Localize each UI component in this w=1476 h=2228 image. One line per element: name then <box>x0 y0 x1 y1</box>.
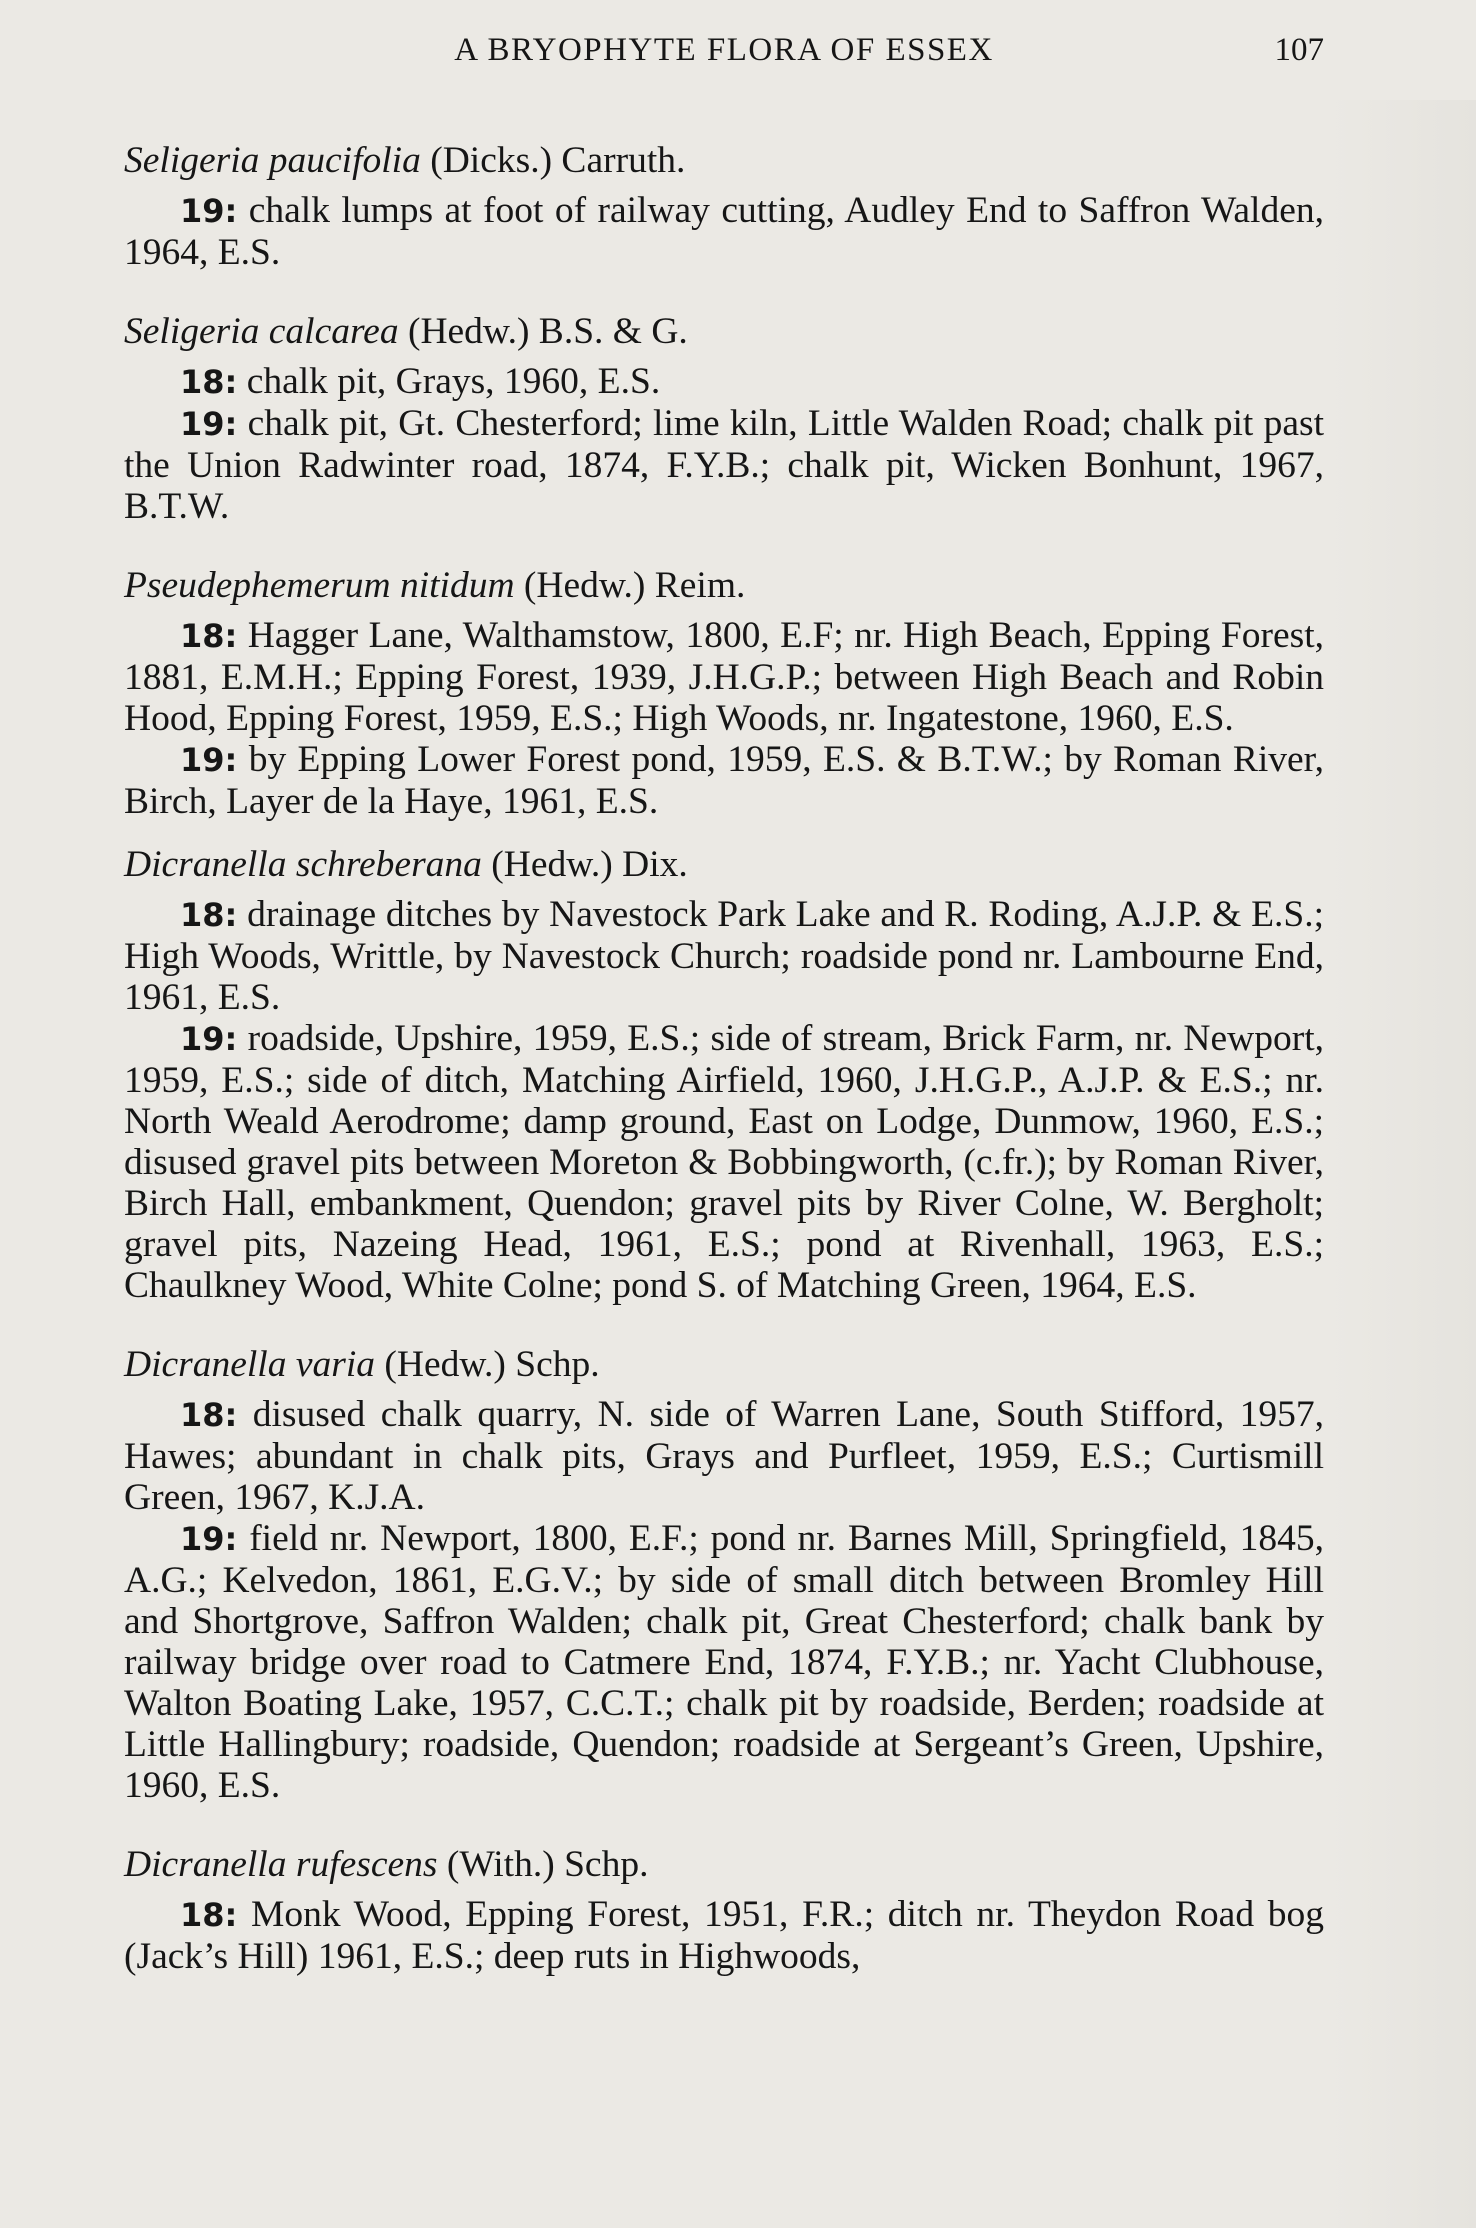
vice-county-number: 18 <box>180 617 225 655</box>
species-authority: (Hedw.) Schp. <box>384 1344 600 1385</box>
vice-county-number: 19 <box>180 1020 225 1058</box>
species-entry <box>124 1344 1324 1806</box>
record-text: by Epping Lower Forest pond, 1959, E.S. & B.T.W.; by Roman River, Birch, Layer de la Haye, 1961, E.S. <box>124 739 1325 822</box>
species-authority: (Dicks.) Carruth. <box>430 140 686 181</box>
species-heading <box>124 311 1324 352</box>
record-text: roadside, Upshire, 1959, E.S.; side of stream, Brick Farm, nr. Newport, 1959, E.S.; side of ditch, Matching Airfield, 1960, J.H.G.P., A.J.P. & E.S.; nr. North Weald Aerodrome; damp ground, East on Lodge, Dunmow, 1960, E.S.; disused gravel pits between Moreton & Bobbingworth, (c.fr.); by Roman River, Birch Hall, embankment, Quendon; gravel pits by River Colne, W. Bergholt; gravel pits, Nazeing Head, 1961, E.S.; pond at Rivenhall, 1963, E.S.; Chaulkney Wood, White Colne; pond S. of Matching Green, 1964, E.S. <box>124 1018 1324 1306</box>
record-paragraph: 19: field nr. Newport, 1800, E.F.; pond nr. Barnes Mill, Springfield, 1845, A.G.; Kelvedon, 1861, E.G.V.; by side of small ditch between Bromley Hill and Shortgrove, Saffron Walden; chalk pit, Great Chesterford; chalk bank by railway bridge over road to Catmere End, 1874, F.Y.B.; nr. Yacht Clubhouse, Walton Boating Lake, 1957, C.C.T.; chalk pit by roadside, Berden; roadside at Little Hallingbury; roadside, Quendon; roadside at Sergeant’s Green, Upshire, 1960, E.S. <box>124 1518 1324 1806</box>
species-heading <box>124 140 1324 181</box>
record-paragraph: 19: chalk lumps at foot of railway cutting, Audley End to Saffron Walden, 1964, E.S. <box>124 190 1324 273</box>
record-paragraph: 19: by Epping Lower Forest pond, 1959, E.S. & B.T.W.; by Roman River, Birch, Layer de la Haye, 1961, E.S. <box>124 739 1325 822</box>
page-header <box>124 32 1324 82</box>
record-text: Hagger Lane, Walthamstow, 1800, E.F; nr. High Beach, Epping Forest, 1881, E.M.H.; Epping Forest, 1939, J.H.G.P.; between High Beach and Robin Hood, Epping Forest, 1959, E.S.; High Woods, nr. Ingatestone, 1960, E.S. <box>124 615 1325 739</box>
record-paragraph: 18: Hagger Lane, Walthamstow, 1800, E.F; nr. High Beach, Epping Forest, 1881, E.M.H.; Epping Forest, 1939, J.H.G.P.; between High Beach and Robin Hood, Epping Forest, 1959, E.S.; High Woods, nr. Ingatestone, 1960, E.S. <box>124 615 1325 739</box>
record-text: chalk lumps at foot of railway cutting, Audley End to Saffron Walden, 1964, E.S. <box>124 190 1324 273</box>
species-name: Pseudephemerum nitidum <box>124 565 515 606</box>
record-text: disused chalk quarry, N. side of Warren Lane, South Stifford, 1957, Hawes; abundant in chalk pits, Grays and Purfleet, 1959, E.S.; Curtismill Green, 1967, K.J.A. <box>124 1394 1325 1518</box>
species-entry <box>124 844 1324 1306</box>
species-heading <box>124 1344 1324 1385</box>
species-authority: (Hedw.) Reim. <box>523 565 746 606</box>
vice-county-number: 19 <box>180 405 225 443</box>
page-body <box>124 140 1324 1977</box>
species-name: Seligeria paucifolia <box>124 140 421 181</box>
vice-county-number: 18 <box>180 363 225 401</box>
page-edge-shading <box>1330 100 1476 2228</box>
vice-county-number: 18 <box>180 896 225 934</box>
record-paragraph: 18: Monk Wood, Epping Forest, 1951, F.R.; ditch nr. Theydon Road bog (Jack’s Hill) 1961, E.S.; deep ruts in Highwoods, <box>124 1894 1324 1977</box>
vice-county-number: 19 <box>180 1520 225 1558</box>
record-paragraph: 19: chalk pit, Gt. Chesterford; lime kiln, Little Walden Road; chalk pit past the Union Radwinter road, 1874, F.Y.B.; chalk pit, Wicken Bonhunt, 1967, B.T.W. <box>124 403 1325 527</box>
species-heading <box>124 844 1324 885</box>
vice-county-number: 19 <box>180 741 225 779</box>
species-heading <box>124 565 1324 606</box>
species-authority: (Hedw.) Dix. <box>491 844 688 885</box>
vice-county-number: 18 <box>180 1896 225 1934</box>
species-entry <box>124 565 1324 822</box>
species-authority: (Hedw.) B.S. & G. <box>407 311 688 352</box>
record-text: field nr. Newport, 1800, E.F.; pond nr. Barnes Mill, Springfield, 1845, A.G.; Kelvedon, 1861, E.G.V.; by side of small ditch between Bromley Hill and Shortgrove, Saffron Walden; chalk pit, Great Chesterford; chalk bank by railway bridge over road to Catmere End, 1874, F.Y.B.; nr. Yacht Clubhouse, Walton Boating Lake, 1957, C.C.T.; chalk pit by roadside, Berden; roadside at Little Hallingbury; roadside, Quendon; roadside at Sergeant’s Green, Upshire, 1960, E.S. <box>124 1518 1324 1806</box>
vice-county-number: 19 <box>180 192 225 230</box>
record-text: chalk pit, Grays, 1960, E.S. <box>246 361 661 402</box>
species-name: Dicranella varia <box>124 1344 376 1385</box>
record-paragraph: 19: roadside, Upshire, 1959, E.S.; side of stream, Brick Farm, nr. Newport, 1959, E.S.; side of ditch, Matching Airfield, 1960, J.H.G.P., A.J.P. & E.S.; nr. North Weald Aerodrome; damp ground, East on Lodge, Dunmow, 1960, E.S.; disused gravel pits between Moreton & Bobbingworth, (c.fr.); by Roman River, Birch Hall, embankment, Quendon; gravel pits by River Colne, W. Bergholt; gravel pits, Nazeing Head, 1961, E.S.; pond at Rivenhall, 1963, E.S.; Chaulkney Wood, White Colne; pond S. of Matching Green, 1964, E.S. <box>124 1018 1324 1306</box>
record-paragraph: 18: disused chalk quarry, N. side of Warren Lane, South Stifford, 1957, Hawes; abundant in chalk pits, Grays and Purfleet, 1959, E.S.; Curtismill Green, 1967, K.J.A. <box>124 1394 1325 1518</box>
species-name: Seligeria calcarea <box>124 311 399 352</box>
record-paragraph: 18: chalk pit, Grays, 1960, E.S. <box>180 361 661 402</box>
species-heading <box>124 1844 1324 1885</box>
page-number: 107 <box>1274 32 1324 68</box>
running-title: A BRYOPHYTE FLORA OF ESSEX <box>454 32 994 68</box>
record-text: Monk Wood, Epping Forest, 1951, F.R.; ditch nr. Theydon Road bog (Jack’s Hill) 1961, E.S.; deep ruts in Highwoods, <box>124 1894 1324 1977</box>
record-paragraph: 18: drainage ditches by Navestock Park Lake and R. Roding, A.J.P. & E.S.; High Woods, Writtle, by Navestock Church; roadside pond nr. Lambourne End, 1961, E.S. <box>124 894 1325 1018</box>
vice-county-number: 18 <box>180 1396 225 1434</box>
record-text: drainage ditches by Navestock Park Lake and R. Roding, A.J.P. & E.S.; High Woods, Writtle, by Navestock Church; roadside pond nr. Lambourne End, 1961, E.S. <box>124 894 1325 1018</box>
species-name: Dicranella rufescens <box>124 1844 438 1885</box>
species-name: Dicranella schreberana <box>124 844 482 885</box>
record-text: chalk pit, Gt. Chesterford; lime kiln, Little Walden Road; chalk pit past the Union Radwinter road, 1874, F.Y.B.; chalk pit, Wicken Bonhunt, 1967, B.T.W. <box>124 403 1325 527</box>
species-authority: (With.) Schp. <box>446 1844 649 1885</box>
species-entry <box>124 140 1324 273</box>
species-entry <box>124 1844 1324 1977</box>
species-entry <box>124 311 1324 527</box>
